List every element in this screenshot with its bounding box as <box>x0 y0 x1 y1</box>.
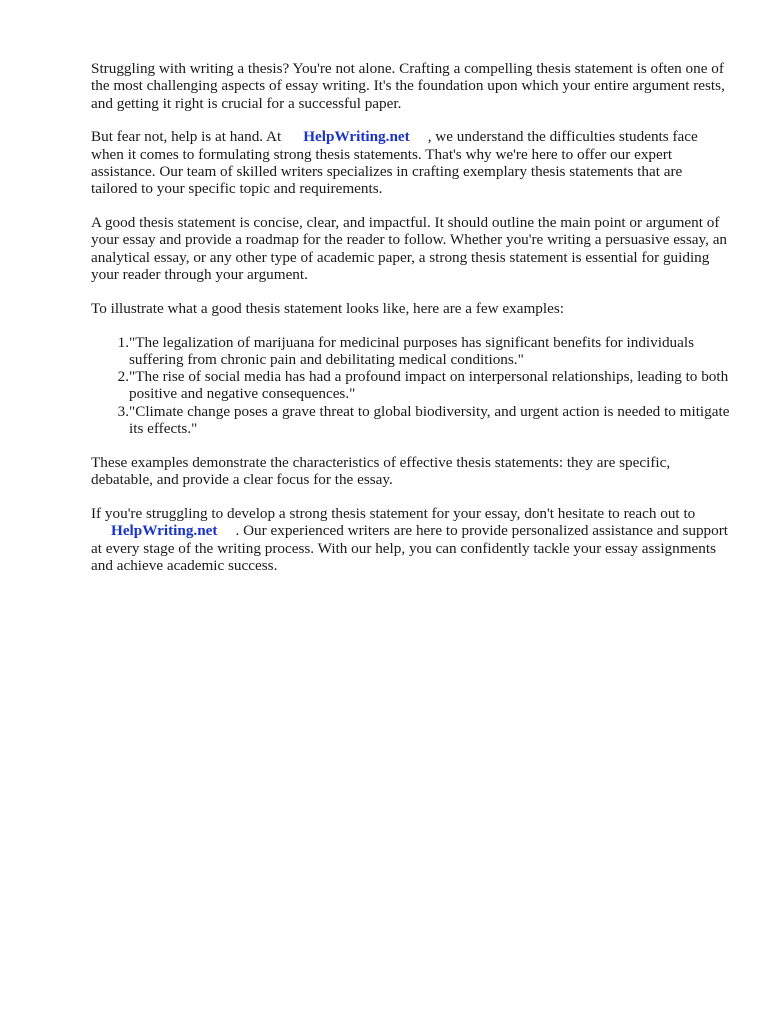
help-paragraph <box>91 128 731 197</box>
intro-text: Struggling with writing a thesis? You're not alone. Crafting a compelling thesis statement is often one of the most challenging aspects of essay writing. It's the foundation upon which your entire argument rests, and getting it right is crucial for a successful paper. <box>91 60 725 112</box>
help-text-before: But fear not, help is at hand. At <box>91 128 282 146</box>
closing-text-before: If you're struggling to develop a strong thesis statement for your essay, don't hesitate to reach out to <box>91 504 696 522</box>
list-item <box>91 368 731 403</box>
helpwriting-link[interactable]: HelpWriting.net <box>111 522 218 540</box>
list-item-text: "The rise of social media has had a profound impact on interpersonal relationships, leading to both positive and negative consequences." <box>129 368 729 403</box>
list-item-number: 3. <box>117 402 129 420</box>
characteristics-paragraph <box>91 454 731 489</box>
characteristics-text: These examples demonstrate the characteristics of effective thesis statements: they are specific, debatable, and provide a clear focus for the essay. <box>91 453 671 489</box>
closing-text-after: . Our experienced writers are here to provide personalized assistance and support at every stage of the writing process. With our help, you can confidently tackle your essay assignments and achieve academic success. <box>91 522 729 574</box>
list-item-number: 2. <box>117 368 129 386</box>
examples-intro-paragraph <box>91 300 731 317</box>
intro-paragraph <box>91 60 731 112</box>
closing-paragraph <box>91 505 731 574</box>
list-item <box>91 403 731 438</box>
list-item-number: 1. <box>117 333 129 351</box>
definition-paragraph <box>91 214 731 283</box>
document-page <box>91 60 731 591</box>
help-text-after: , we understand the difficulties students face when it comes to formulating strong thesis statements. That's why we're here to offer our expert assistance. Our team of skilled writers specializes in crafting exemplary thesis statements that are tailored to your specific topic and requirements. <box>91 128 698 198</box>
list-item <box>91 334 731 369</box>
examples-list <box>91 334 731 438</box>
list-item-text: "Climate change poses a grave threat to global biodiversity, and urgent action is needed to mitigate its effects." <box>129 402 730 438</box>
examples-intro-text: To illustrate what a good thesis statement looks like, here are a few examples: <box>91 299 564 317</box>
helpwriting-link[interactable]: HelpWriting.net <box>303 128 410 146</box>
definition-text: A good thesis statement is concise, clear, and impactful. It should outline the main point or argument of your essay and provide a roadmap for the reader to follow. Whether you're writing a persuasive essay, an analytical essay, or any other type of academic paper, a strong thesis statement is essential for guiding your reader through your argument. <box>91 214 728 283</box>
list-item-text: "The legalization of marijuana for medicinal purposes has significant benefits for individuals suffering from chronic pain and debilitating medical conditions." <box>129 333 695 368</box>
